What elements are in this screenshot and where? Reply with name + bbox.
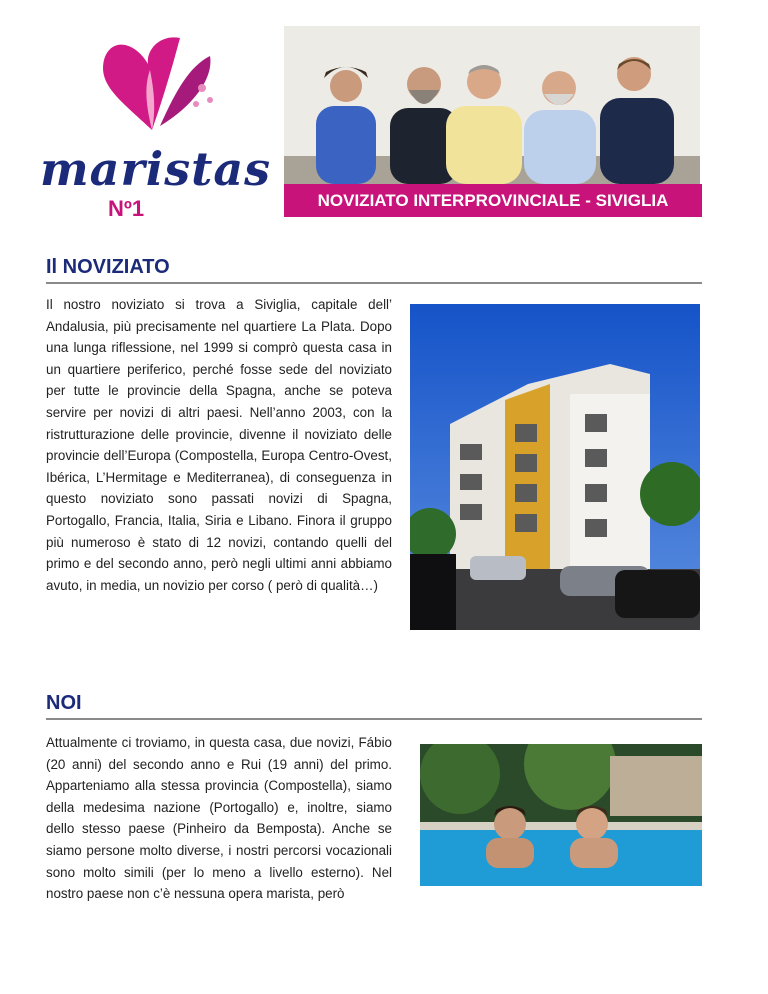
section-divider — [46, 282, 702, 284]
section-title-noviziato: Il NOVIZIATO — [46, 256, 170, 278]
group-photo-image — [284, 26, 700, 184]
heart-logo-icon — [90, 30, 220, 140]
pool-photo — [420, 744, 702, 886]
section-title-noi: NOI — [46, 692, 82, 714]
maristas-logo — [40, 30, 272, 196]
header-banner: NOVIZIATO INTERPROVINCIALE - SIVIGLIA — [284, 184, 702, 217]
section-body-noi: Attualmente ci troviamo, in questa casa, due novizi, Fábio (20 anni) del secondo anno e Rui (19 anni) del primo. Apparteniamo alla stessa provincia (Compostella), siamo della medesima nazione (Portogallo) e, inoltre, siamo dello stesso paese (Pinheiro da Bemposta). Anche se siamo persone molto diverse, i nostri percorsi vocazionali sono molto simili (per lo meno a livello esterno). Nel nostro paese non c’è nessuna opera marista, però — [46, 735, 392, 902]
section-body-noviziato: Il nostro noviziato si trova a Siviglia, capitale dell’ Andalusia, più precisamente nel quartiere La Plata. Dopo una lunga riflessione, nel 1999 si comprò questa casa in un quartiere periferico, perché fosse sede del noviziato per tutte le provincie della Spagna, anche se poteva servire per novizi di altri paesi. Nell’anno 2003, con la ristrutturazione delle provincie, divenne il noviziato delle provincie dell’Europa (Compostella, Europa Centro-Ovest, Ibérica, L’Hermitage e Mediterranea), di conseguenza in questo noviziato sono passati novizi di Spagna, Portogallo, Francia, Italia, Siria e Libano. Finora il gruppo più numeroso è stato di 12 novizi, contando quelli del primo e del secondo anno, però negli ultimi anni abbiamo avuto, in media, un novizio per corso ( però di qualità…) — [46, 297, 392, 593]
group-photo — [284, 26, 700, 184]
issue-number: Nº1 — [108, 196, 145, 221]
section-divider — [46, 718, 702, 720]
building-photo — [410, 304, 700, 630]
pool-photo-image — [420, 744, 702, 886]
building-photo-image — [410, 304, 700, 630]
logo-wordmark: maristas — [40, 142, 272, 196]
